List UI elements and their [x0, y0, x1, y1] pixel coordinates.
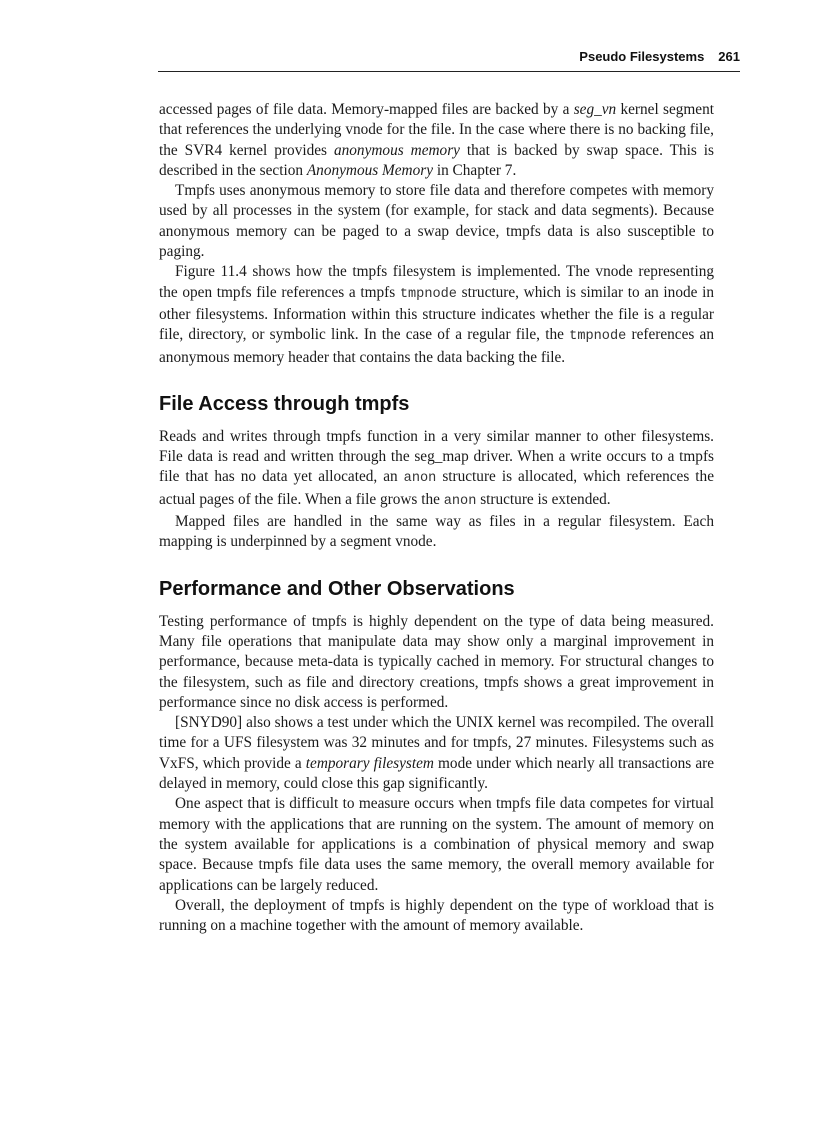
running-header — [158, 49, 740, 64]
code-tmpnode: tmpnode — [569, 329, 627, 345]
paragraph-9: Overall, the deployment of tmpfs is highly dependent on the type of workload that is running on a machine together with the amount of memory available. — [159, 896, 714, 935]
term-anonymous-memory: anonymous memory — [333, 141, 460, 159]
section-heading-performance: Performance and Other Observations — [159, 577, 515, 600]
page-body — [159, 100, 714, 936]
section-ref-anonymous-memory: Anonymous Memory — [306, 161, 433, 179]
code-anon: anon — [443, 493, 477, 509]
paragraph-8: One aspect that is difficult to measure occurs when tmpfs file data competes for virtual memory with the applications that are running on the system. The amount of memory on the system available for applications is a combination of physical memory and swap space. Because tmpfs file data uses the same memory, the overall memory available for applications can be largely reduced. — [159, 795, 714, 894]
paragraph-2: Tmpfs uses anonymous memory to store file data and therefore competes with memory used by all processes in the system (for example, for stack and data segments). Because anonymous memory can be paged to a swap device, tmpfs data is also susceptible to paging. — [159, 182, 714, 261]
paragraph-4: Reads and writes through tmpfs function in a very similar manner to other filesystems. File data is read and written through the seg_map driver. When a write occurs to a tmpfs file that has no data yet allocated, an anon structure is allocated, which references the actual pages of the file. When a file grows the anon structure is extended. — [159, 427, 714, 509]
paragraph-7: [SNYD90] also shows a test under which the UNIX kernel was recompiled. The overall time for a UFS filesystem was 32 minutes and for tmpfs, 27 minutes. Filesystems such as VxFS, which provide a temporary filesystem mode under which nearly all transactions are delayed in memory, could close this gap significantly. — [159, 714, 714, 793]
header-rule — [158, 71, 740, 72]
section-heading-file-access: File Access through tmpfs — [159, 392, 410, 415]
term-seg-vn: seg_vn — [573, 101, 617, 118]
code-tmpnode: tmpnode — [399, 286, 457, 302]
paragraph-6: Testing performance of tmpfs is highly dependent on the type of data being measured. Many file operations that manipulate data may show only a marginal improvement in performance, because meta-data is typically cached in memory. For structural changes to the filesystem, such as file and directory creations, tmpfs shows a great improvement in performance since no disk access is performed. — [159, 612, 714, 711]
term-temporary-filesystem: temporary filesystem — [305, 754, 434, 772]
paragraph-3: Figure 11.4 shows how the tmpfs filesystem is implemented. The vnode representing the open tmpfs file references a tmpfs tmpnode structure, which is similar to an inode in other filesystems. Information within this structure indicates whether the file is a regular file, directory, or symbolic link. In the case of a regular file, the tmpnode references an anonymous memory header that contains the data backing the file. — [159, 263, 714, 366]
paragraph-5: Mapped files are handled in the same way as files in a regular filesystem. Each mapping is underpinned by a segment vnode. — [159, 513, 714, 551]
page-number: 261 — [718, 49, 740, 64]
paragraph-1: accessed pages of file data. Memory-mapped files are backed by a seg_vn kernel segment that references the underlying vnode for the file. In the case where there is no backing file, the SVR4 kernel provides anonymous memory that is backed by swap space. This is described in the section Anonymous Memory in Chapter 7. — [159, 101, 715, 179]
header-section-title: Pseudo Filesystems — [579, 49, 705, 64]
code-anon: anon — [403, 471, 437, 487]
